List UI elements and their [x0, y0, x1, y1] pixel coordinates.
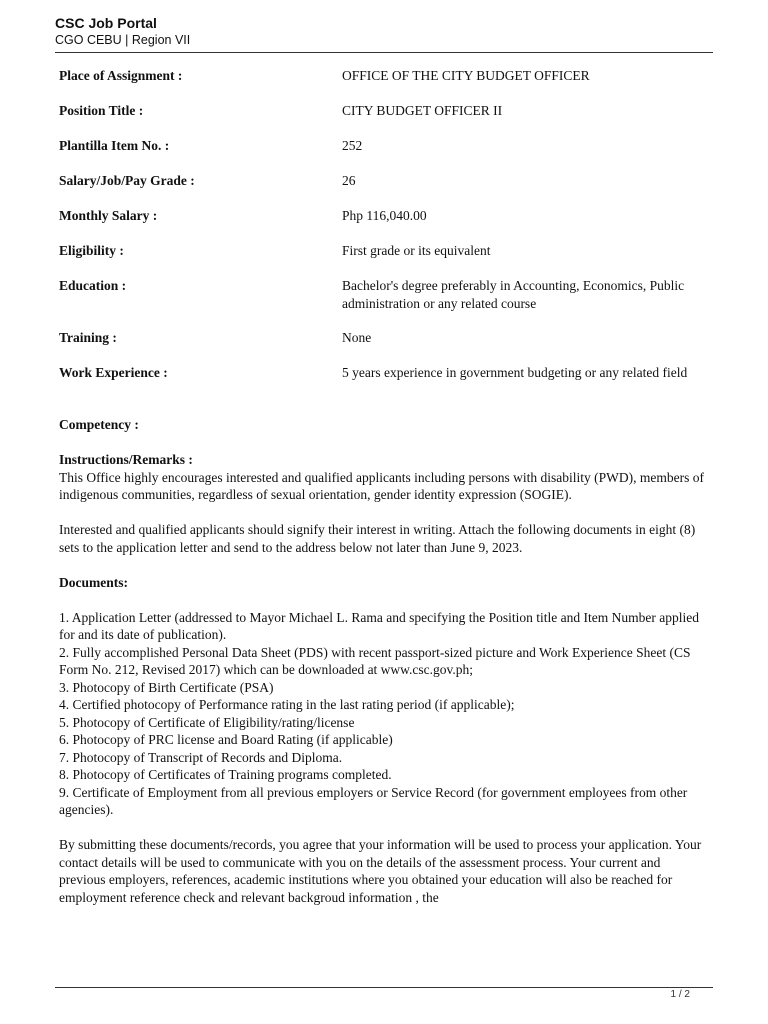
list-item: 8. Photocopy of Certificates of Training programs completed. [59, 767, 392, 782]
header-divider [55, 52, 713, 53]
field-label: Position Title : [59, 103, 144, 118]
list-item: 9. Certificate of Employment from all previous employers or Service Record (for government employees from other agencies). [59, 784, 688, 817]
field-value: 26 [342, 173, 356, 188]
field-row-grade [59, 172, 709, 207]
field-value: Bachelor's degree preferably in Accounting, Economics, Public administration or any related course [342, 278, 685, 311]
list-item: 5. Photocopy of Certificate of Eligibility/rating/license [59, 714, 355, 730]
field-row-training [59, 329, 709, 364]
field-label: Education : [59, 278, 127, 293]
field-value: CITY BUDGET OFFICER II [342, 103, 503, 118]
instructions-paragraph: This Office highly encourages interested and qualified applicants including persons with disability (PWD), members of indigenous communities, regardless of sexual orientation, gender identity expression (SOGIE). [59, 469, 704, 502]
documents-label: Documents: [59, 574, 128, 590]
list-item: 3. Photocopy of Birth Certificate (PSA) [59, 679, 274, 695]
field-row-education [59, 277, 709, 329]
consent-paragraph: By submitting these documents/records, you agree that your information will be used to process your application. Your contact details will be used to communicate with you on the details of the assessment process. Your current and previous employers, references, academic institutions where you obtained your education will also be reached for employment reference check and relevant backgroud information , the [59, 837, 702, 905]
field-row-salary [59, 207, 709, 242]
page-number: 1 / 2 [670, 989, 690, 1000]
field-row-experience [59, 364, 709, 416]
field-label: Eligibility : [59, 243, 124, 258]
field-row-place [59, 67, 709, 102]
list-item: 1. Application Letter (addressed to Mayor Michael L. Rama and specifying the Position title and Item Number applied for and its date of publication). [59, 609, 699, 642]
field-label: Work Experience : [59, 365, 168, 380]
field-value: 252 [342, 138, 363, 153]
field-row-position [59, 102, 709, 137]
list-item: 6. Photocopy of PRC license and Board Rating (if applicable) [59, 732, 393, 747]
portal-subtitle: CGO CEBU | Region VII [55, 33, 191, 47]
portal-title: CSC Job Portal [55, 15, 157, 31]
page-header [55, 14, 713, 48]
instructions-label: Instructions/Remarks : [59, 452, 193, 467]
list-item: 4. Certified photocopy of Performance rating in the last rating period (if applicable); [59, 697, 515, 712]
field-value: OFFICE OF THE CITY BUDGET OFFICER [342, 68, 590, 83]
competency-label: Competency : [59, 417, 139, 432]
documents-list [59, 609, 709, 819]
field-value: First grade or its equivalent [342, 243, 491, 258]
field-value: None [342, 330, 372, 345]
document-body [59, 67, 709, 906]
list-item: 2. Fully accomplished Personal Data Sheet (PDS) with recent passport-sized picture and Work Experience Sheet (CS Form No. 212, Revised 2017) which can be downloaded at www.csc.gov.ph; [59, 644, 691, 677]
instructions-paragraph: Interested and qualified applicants should signify their interest in writing. Attach the following documents in eight (8) sets to the application letter and send to the address below not later than June 9, 2023. [59, 522, 696, 555]
field-label: Monthly Salary : [59, 208, 158, 223]
field-value: 5 years experience in government budgeting or any related field [342, 365, 688, 380]
field-row-plantilla [59, 137, 709, 172]
field-label: Plantilla Item No. : [59, 138, 170, 153]
field-label: Salary/Job/Pay Grade : [59, 173, 195, 188]
field-label: Training : [59, 330, 117, 345]
field-value: Php 116,040.00 [342, 208, 427, 223]
field-row-eligibility [59, 242, 709, 277]
field-label: Place of Assignment : [59, 68, 183, 83]
footer-divider [55, 987, 713, 988]
list-item: 7. Photocopy of Transcript of Records and Diploma. [59, 749, 343, 765]
